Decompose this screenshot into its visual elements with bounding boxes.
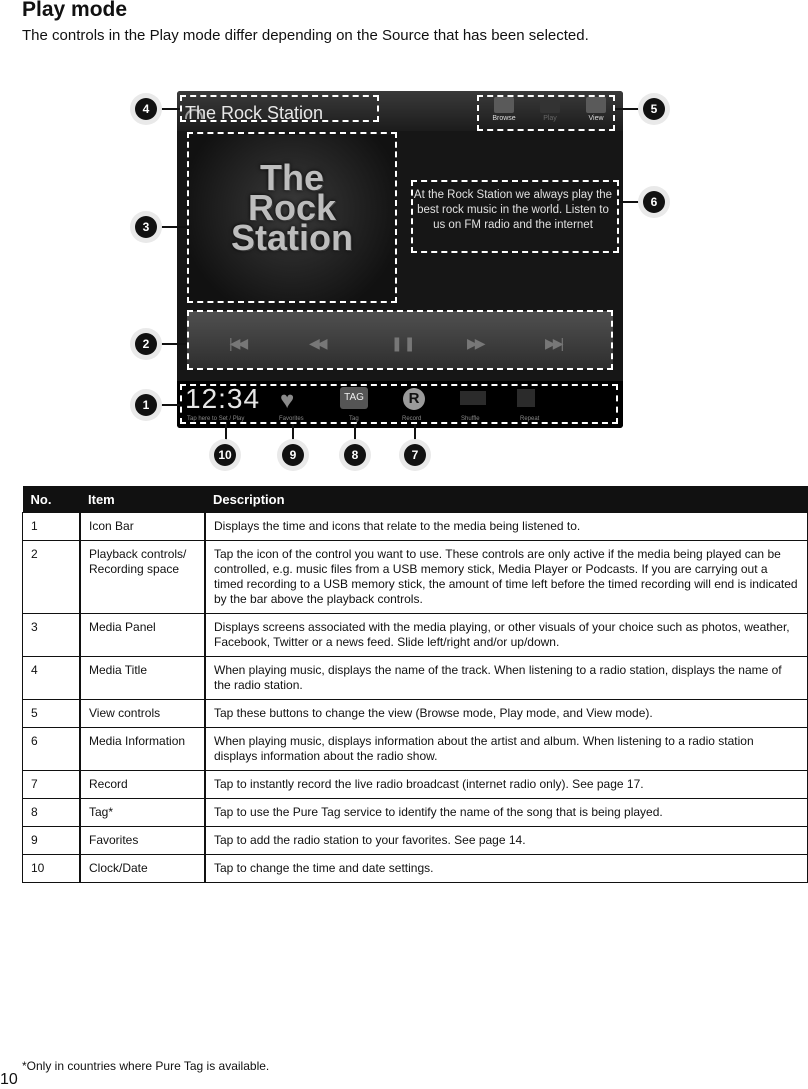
table-row	[23, 614, 808, 657]
skip-back-icon[interactable]: |◀◀	[229, 335, 246, 351]
callout-8: 8	[344, 444, 366, 466]
callout-4: 4	[135, 98, 157, 120]
leader-line-9	[292, 424, 294, 444]
table-row	[23, 700, 808, 728]
row-no: 8	[23, 799, 81, 827]
tag-label: Tag	[349, 416, 359, 422]
leader-line-3	[156, 226, 187, 228]
header-item: Item	[80, 486, 205, 513]
media-title[interactable]: The Rock Station	[185, 103, 324, 123]
row-no: 2	[23, 541, 81, 614]
pause-icon[interactable]: ❚❚	[391, 335, 417, 351]
row-description: Tap to use the Pure Tag service to identify the name of the song that is being played.	[205, 799, 808, 827]
callout-6: 6	[643, 191, 665, 213]
controls-table	[22, 486, 808, 883]
table-row	[23, 657, 808, 700]
header-description: Description	[205, 486, 808, 513]
leader-line-8	[354, 424, 356, 444]
row-description: Tap to change the time and date settings.	[205, 855, 808, 883]
row-no: 1	[23, 513, 81, 541]
leader-line-4	[156, 108, 180, 110]
rewind-icon[interactable]: ◀◀	[309, 335, 325, 351]
tag-button[interactable]: TAG	[340, 387, 368, 409]
table-row	[23, 771, 808, 799]
callout-9: 9	[282, 444, 304, 466]
table-row	[23, 728, 808, 771]
clock-label: Tap here to Set / Play	[187, 416, 245, 422]
highlight-view-controls	[477, 95, 615, 131]
row-item: Playback controls/ Recording space	[80, 541, 205, 614]
highlight-media-title	[180, 95, 379, 122]
row-no: 7	[23, 771, 81, 799]
footnote: *Only in countries where Pure Tag is available.	[22, 1059, 270, 1073]
row-item: Media Information	[80, 728, 205, 771]
row-description: Tap to instantly record the live radio broadcast (internet radio only). See page 17.	[205, 771, 808, 799]
callout-2: 2	[135, 333, 157, 355]
leader-line-2	[156, 343, 187, 345]
row-description: Displays the time and icons that relate to the media being listened to.	[205, 513, 808, 541]
leader-line-7	[414, 424, 416, 444]
callout-5: 5	[643, 98, 665, 120]
row-no: 6	[23, 728, 81, 771]
highlight-media-panel	[187, 132, 397, 303]
row-no: 3	[23, 614, 81, 657]
clock[interactable]: 12:34	[185, 383, 261, 414]
row-item: View controls	[80, 700, 205, 728]
row-description: When playing music, displays information about the artist and album. When listening to a radio station displays information about the radio show.	[205, 728, 808, 771]
row-item: Favorites	[80, 827, 205, 855]
row-item: Clock/Date	[80, 855, 205, 883]
row-no: 5	[23, 700, 81, 728]
shuffle-label: Shuffle	[461, 416, 480, 422]
highlight-media-information	[411, 180, 619, 253]
skip-forward-icon[interactable]: ▶▶|	[545, 335, 562, 351]
callout-3: 3	[135, 216, 157, 238]
row-no: 4	[23, 657, 81, 700]
record-label: Record	[402, 416, 422, 422]
row-description: Tap the icon of the control you want to use. These controls are only active if the media being played can be controlled, e.g. music files from a USB memory stick, Media Player or Podcasts. If you are carrying out a timed recording to a USB memory stick, the amount of time left before the timed recording will end is indicated by the bar above the playback controls.	[205, 541, 808, 614]
table-row	[23, 799, 808, 827]
table-header-row	[23, 486, 808, 513]
record-button[interactable]: R	[403, 388, 425, 410]
row-description: Tap to add the radio station to your favorites. See page 14.	[205, 827, 808, 855]
row-no: 9	[23, 827, 81, 855]
table-row	[23, 541, 808, 614]
favorites-heart-icon[interactable]: ♥	[280, 387, 295, 414]
intro-text: The controls in the Play mode differ depending on the Source that has been selected.	[22, 27, 589, 44]
browse-label: Browse	[492, 115, 516, 122]
play-view-label: Play	[543, 115, 557, 122]
callout-10: 10	[214, 444, 236, 466]
header-no: No.	[23, 486, 81, 513]
highlight-playback-controls	[187, 310, 613, 370]
leader-line-1	[156, 404, 180, 406]
fast-forward-icon[interactable]: ▶▶	[467, 335, 483, 351]
media-information: At the Rock Station we always play the best rock music in the world. Listen to us on FM radio and the internet	[413, 189, 613, 231]
row-item: Icon Bar	[80, 513, 205, 541]
view-label: View	[588, 115, 604, 122]
leader-line-5	[615, 108, 645, 110]
favorites-label: Favorites	[279, 416, 304, 422]
table-row	[23, 513, 808, 541]
station-logo: The Rock Station	[231, 157, 353, 258]
highlight-icon-bar	[180, 384, 618, 424]
page-title: Play mode	[22, 0, 128, 21]
row-no: 10	[23, 855, 81, 883]
row-description: Displays screens associated with the media playing, or other visuals of your choice such as photos, weather, Facebook, Twitter or a news feed. Slide left/right and/or up/down.	[205, 614, 808, 657]
table-row	[23, 855, 808, 883]
row-item: Record	[80, 771, 205, 799]
callout-1: 1	[135, 394, 157, 416]
row-description: Tap these buttons to change the view (Browse mode, Play mode, and View mode).	[205, 700, 808, 728]
table-row	[23, 827, 808, 855]
row-item: Tag*	[80, 799, 205, 827]
page-number: 10	[0, 1071, 18, 1088]
callout-7: 7	[404, 444, 426, 466]
repeat-label: Repeat	[520, 416, 540, 422]
row-item: Media Panel	[80, 614, 205, 657]
row-description: When playing music, displays the name of the track. When listening to a radio station, displays the name of the radio station.	[205, 657, 808, 700]
leader-line-10	[225, 424, 227, 444]
row-item: Media Title	[80, 657, 205, 700]
leader-line-6	[619, 201, 645, 203]
